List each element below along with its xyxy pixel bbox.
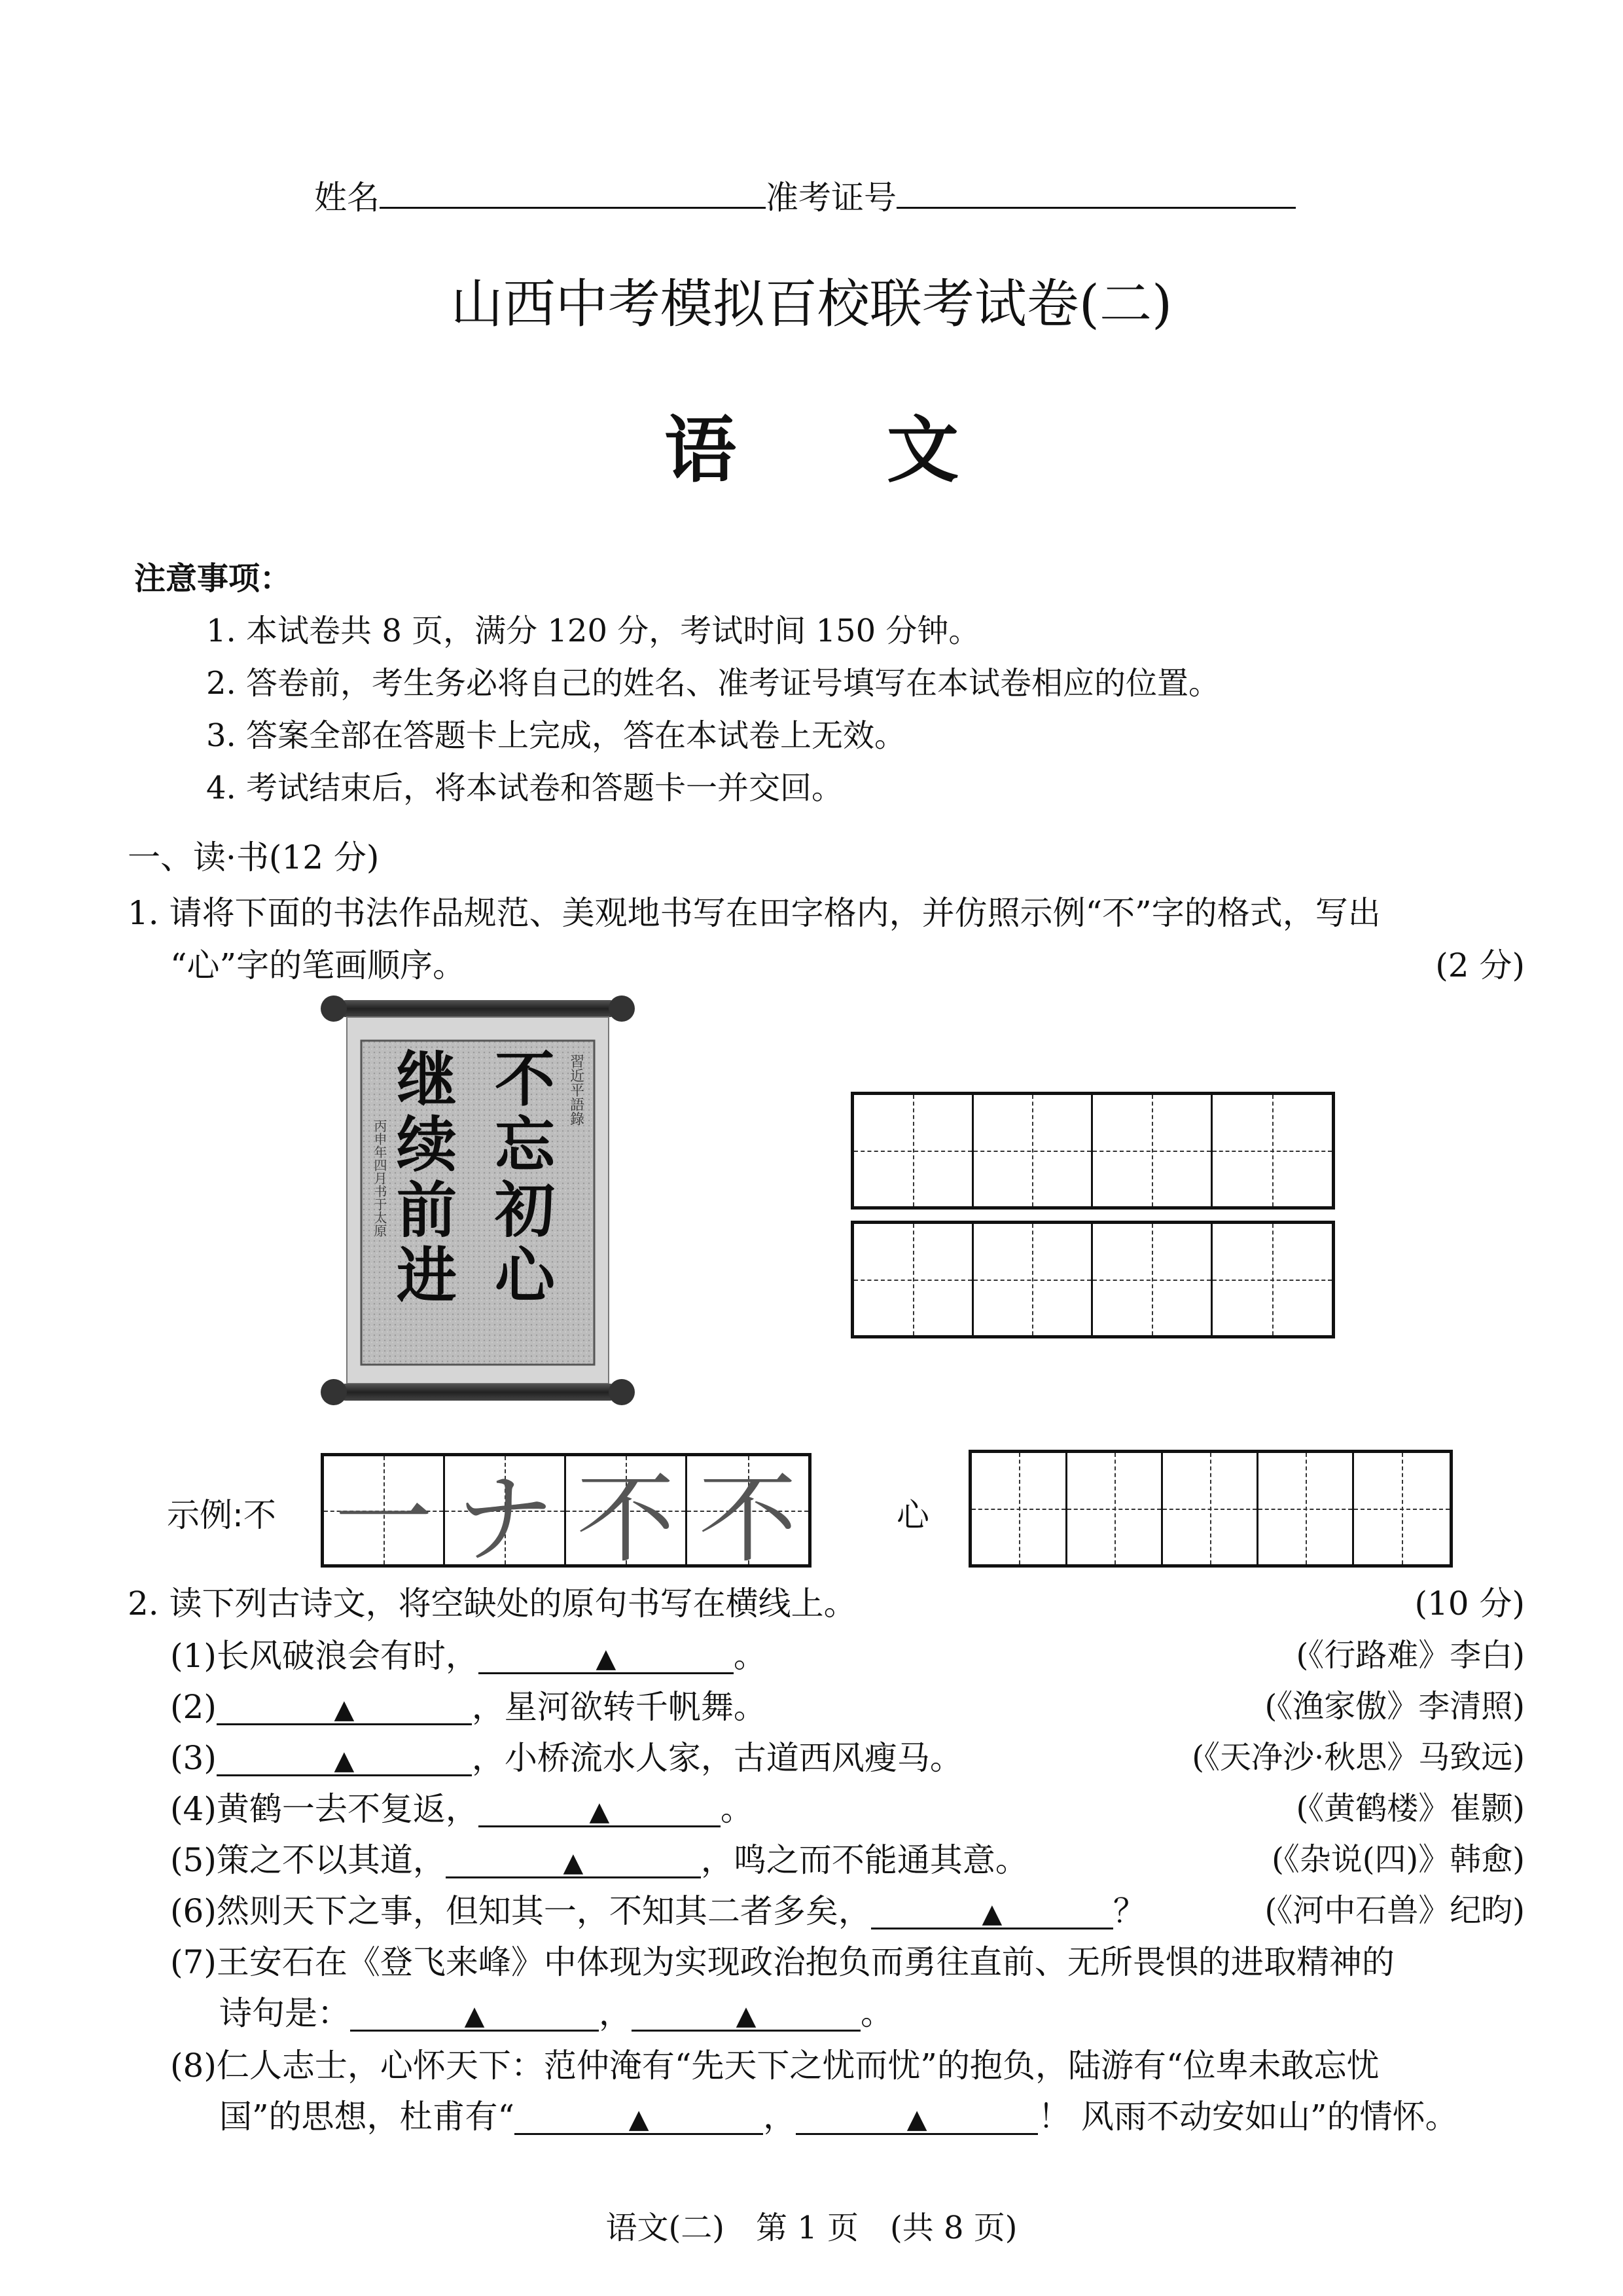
answer-blank[interactable]: ▲ xyxy=(871,1895,1113,1929)
q2-item-1: (1)长风破浪会有时， ▲ 。 xyxy=(170,1637,766,1675)
q1-prompt-line2: “心”字的笔画顺序。 xyxy=(170,946,466,984)
notice-item: 1. 本试卷共 8 页，满分 120 分，考试时间 150 分钟。 xyxy=(206,613,980,649)
q2-item-6-source: (《河中石兽》纪昀) xyxy=(1264,1892,1525,1929)
calligraphy-right-column: 不忘初心 xyxy=(485,1047,556,1309)
q2-item-2-source: (《渔家傲》李清照) xyxy=(1264,1688,1525,1725)
page-footer: 语文(二) 第 1 页 (共 8 页) xyxy=(605,2210,1018,2246)
q1-score: (2 分) xyxy=(1435,946,1525,984)
answer-blank[interactable]: ▲ xyxy=(478,1640,734,1674)
calligraphy-left-column: 继续前进 xyxy=(387,1047,457,1309)
copy-grid-row-1[interactable] xyxy=(851,1092,1335,1210)
subject-title: 语文 xyxy=(664,408,1109,492)
example-stroke-4: 不 xyxy=(698,1462,797,1577)
answer-blank[interactable]: ▲ xyxy=(217,1742,472,1776)
q2-item-8-line1: (8)仁人志士，心怀天下：范仲淹有“先天下之忧而忧”的抱负，陆游有“位卑未敢忘忧 xyxy=(170,2047,1380,2085)
answer-blank[interactable]: ▲ xyxy=(478,1793,721,1827)
name-blank[interactable] xyxy=(380,177,766,209)
q2-item-4: (4)黄鹤一去不复返， ▲ 。 xyxy=(170,1790,753,1828)
q2-item-7-line1: (7)王安石在《登飞来峰》中体现为实现政治抱负而勇往直前、无所畏惧的进取精神的 xyxy=(170,1943,1395,1981)
q2-item-6: (6)然则天下之事，但知其一，不知其二者多矣， ▲ ？ xyxy=(170,1892,1146,1930)
xin-label: 心 xyxy=(897,1496,929,1534)
copy-grid-row-2[interactable] xyxy=(851,1221,1335,1338)
q2-item-7-line2: 诗句是： ▲ ， ▲ 。 xyxy=(219,1994,893,2032)
q2-prompt: 2. 读下列古诗文，将空缺处的原句书写在横线上。 xyxy=(128,1585,857,1623)
exam-id-label: 准考证号 xyxy=(766,179,897,217)
inscription-right: 習近平語錄 xyxy=(567,1054,584,1126)
notice-item: 3. 答案全部在答题卡上完成，答在本试卷上无效。 xyxy=(206,717,906,754)
q2-item-3-source: (《天净沙·秋思》马致远) xyxy=(1192,1739,1525,1776)
q2-item-3: (3) ▲ ，小桥流水人家，古道西风瘦马。 xyxy=(170,1739,963,1777)
scroll-top-rod xyxy=(340,1000,615,1017)
q2-item-5: (5)策之不以其道， ▲ ，鸣之而不能通其意。 xyxy=(170,1841,1028,1879)
example-stroke-1: 一 xyxy=(334,1462,433,1577)
name-label: 姓名 xyxy=(314,179,380,217)
calligraphy-scroll xyxy=(321,988,635,1420)
example-stroke-2: ナ xyxy=(455,1462,554,1577)
q2-score: (10 分) xyxy=(1414,1585,1525,1623)
q2-item-5-source: (《杂说(四)》韩愈) xyxy=(1272,1841,1525,1878)
answer-blank[interactable]: ▲ xyxy=(514,2100,763,2135)
q2-item-1-source: (《行路难》李白) xyxy=(1296,1637,1525,1674)
example-label: 示例:不 xyxy=(167,1496,276,1534)
answer-blank[interactable]: ▲ xyxy=(796,2100,1038,2135)
q1-prompt-line1: 1. 请将下面的书法作品规范、美观地书写在田字格内，并仿照示例“不”字的格式，写出 xyxy=(128,894,1381,932)
section-heading: 一、读·书(12 分) xyxy=(128,838,380,876)
answer-blank[interactable]: ▲ xyxy=(632,1997,861,2032)
q2-item-8-line2: 国”的思想，杜甫有“ ▲ ， ▲ ！ 风雨不动安如山”的情怀。 xyxy=(219,2098,1458,2136)
q2-item-2: (2) ▲ ，星河欲转千帆舞。 xyxy=(170,1688,766,1726)
example-stroke-3: 不 xyxy=(577,1462,675,1577)
exam-id-blank[interactable] xyxy=(897,177,1296,209)
example-stroke-grid xyxy=(321,1453,812,1577)
notice-item: 2. 答卷前，考生务必将自己的姓名、准考证号填写在本试卷相应的位置。 xyxy=(206,665,1221,702)
answer-blank[interactable]: ▲ xyxy=(350,1997,599,2032)
exam-title: 山西中考模拟百校联考试卷(二) xyxy=(450,274,1173,334)
inscription-left: 丙申年四月书于太原 xyxy=(372,1119,387,1237)
scroll-bottom-rod xyxy=(340,1384,615,1401)
candidate-info-row xyxy=(314,171,1296,219)
notice-item: 4. 考试结束后，将本试卷和答题卡一并交回。 xyxy=(206,770,844,806)
answer-blank[interactable]: ▲ xyxy=(217,1691,472,1725)
notice-heading: 注意事项： xyxy=(134,560,292,597)
answer-blank[interactable]: ▲ xyxy=(446,1844,701,1878)
q2-item-4-source: (《黄鹤楼》崔颢) xyxy=(1296,1790,1525,1827)
xin-stroke-grid[interactable] xyxy=(969,1450,1453,1568)
